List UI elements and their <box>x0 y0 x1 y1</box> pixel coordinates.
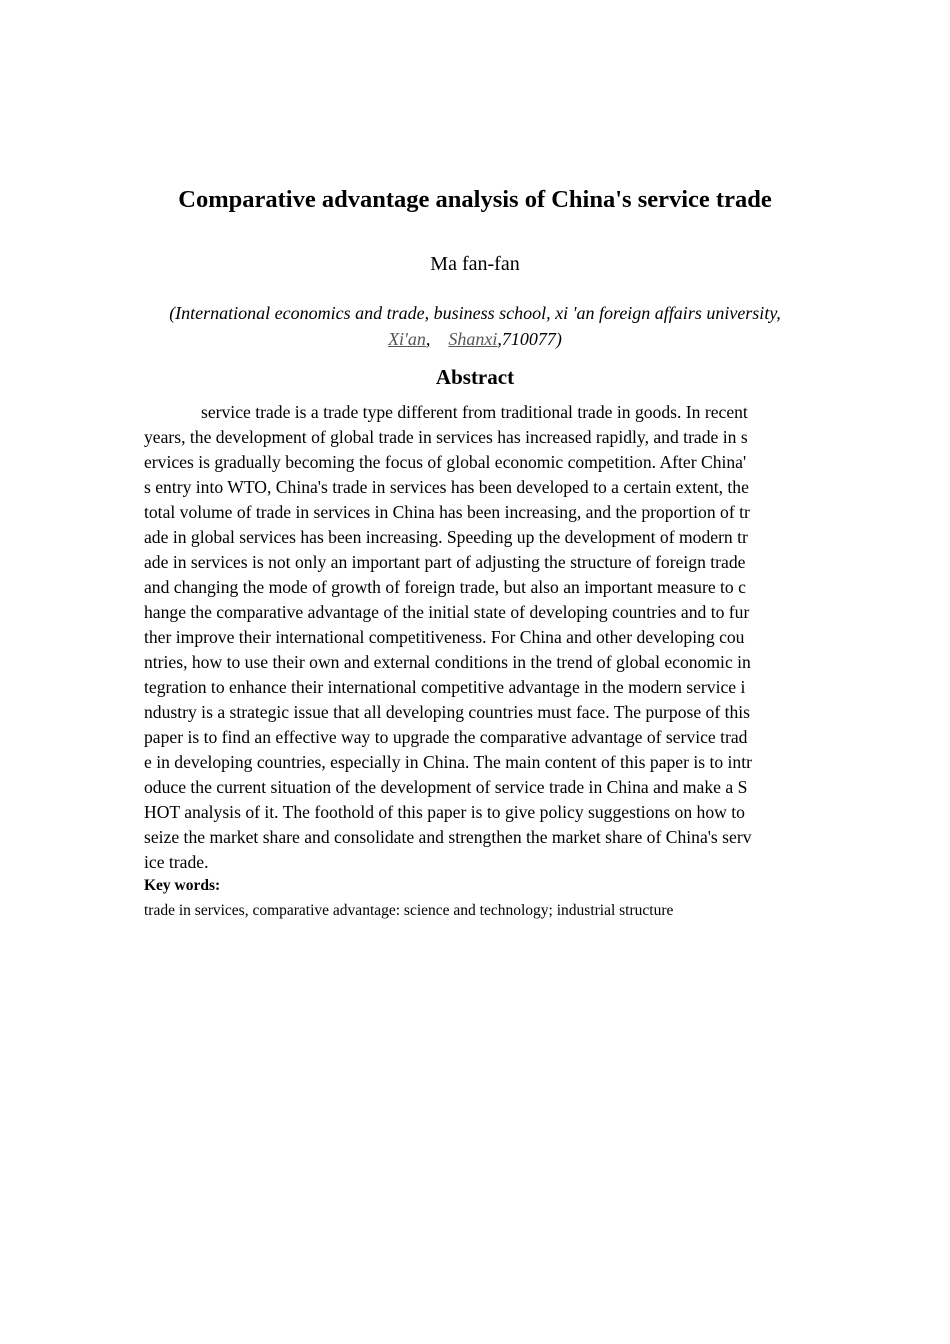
affiliation-line-1: (International economics and trade, business school, xi 'an foreign affairs university, <box>169 303 781 323</box>
abstract-line: ndustry is a strategic issue that all developing countries must face. The purpose of this <box>144 702 751 722</box>
abstract-line: e in developing countries, especially in China. The main content of this paper is to intr <box>144 752 752 772</box>
abstract-line: total volume of trade in services in China has been increasing, and the proportion of tr <box>144 502 750 522</box>
abstract-line: service trade is a trade type different from traditional trade in goods. In recent <box>201 402 748 422</box>
abstract-line: years, the development of global trade in services has increased rapidly, and trade in s <box>144 427 748 447</box>
author-name: Ma fan-fan <box>430 253 520 275</box>
abstract-line: oduce the current situation of the development of service trade in China and make a S <box>144 777 748 797</box>
affiliation-line-2 <box>140 326 810 352</box>
abstract-line: seize the market share and consolidate and strengthen the market share of China's serv <box>144 827 752 847</box>
abstract-line: paper is to find an effective way to upgrade the comparative advantage of service trad <box>144 727 748 747</box>
abstract-line: HOT analysis of it. The foothold of this paper is to give policy suggestions on how to <box>144 802 745 822</box>
abstract-line: ntries, how to use their own and external conditions in the trend of global economic in <box>144 652 751 672</box>
abstract-line: s entry into WTO, China's trade in services has been developed to a certain extent, the <box>144 477 749 497</box>
paper-title: Comparative advantage analysis of China's service trade <box>178 186 772 213</box>
affiliation-postcode: ,710077) <box>497 329 562 349</box>
abstract-line: hange the comparative advantage of the initial state of developing countries and to fur <box>144 602 750 622</box>
abstract-body <box>144 400 810 875</box>
abstract-line: ade in services is not only an important part of adjusting the structure of foreign trade <box>144 552 746 572</box>
abstract-heading: Abstract <box>435 365 515 389</box>
affiliation-separator: , <box>425 329 431 349</box>
abstract-line: ade in global services has been increasing. Speeding up the development of modern tr <box>144 527 748 547</box>
keywords-text: trade in services, comparative advantage: science and technology; industrial structure <box>144 902 674 919</box>
abstract-line: tegration to enhance their international competitive advantage in the modern service i <box>144 677 746 697</box>
abstract-line: ther improve their international competitiveness. For China and other developing cou <box>144 627 745 647</box>
abstract-line: ice trade. <box>144 852 209 872</box>
abstract-line: ervices is gradually becoming the focus of global economic competition. After China' <box>144 452 747 472</box>
abstract-line: and changing the mode of growth of foreign trade, but also an important measure to c <box>144 577 746 597</box>
affiliation-city: Xi'an <box>388 329 426 349</box>
affiliation-province: Shanxi <box>448 329 498 349</box>
keywords-label: Key words: <box>144 877 221 894</box>
author-affiliation <box>140 300 810 352</box>
